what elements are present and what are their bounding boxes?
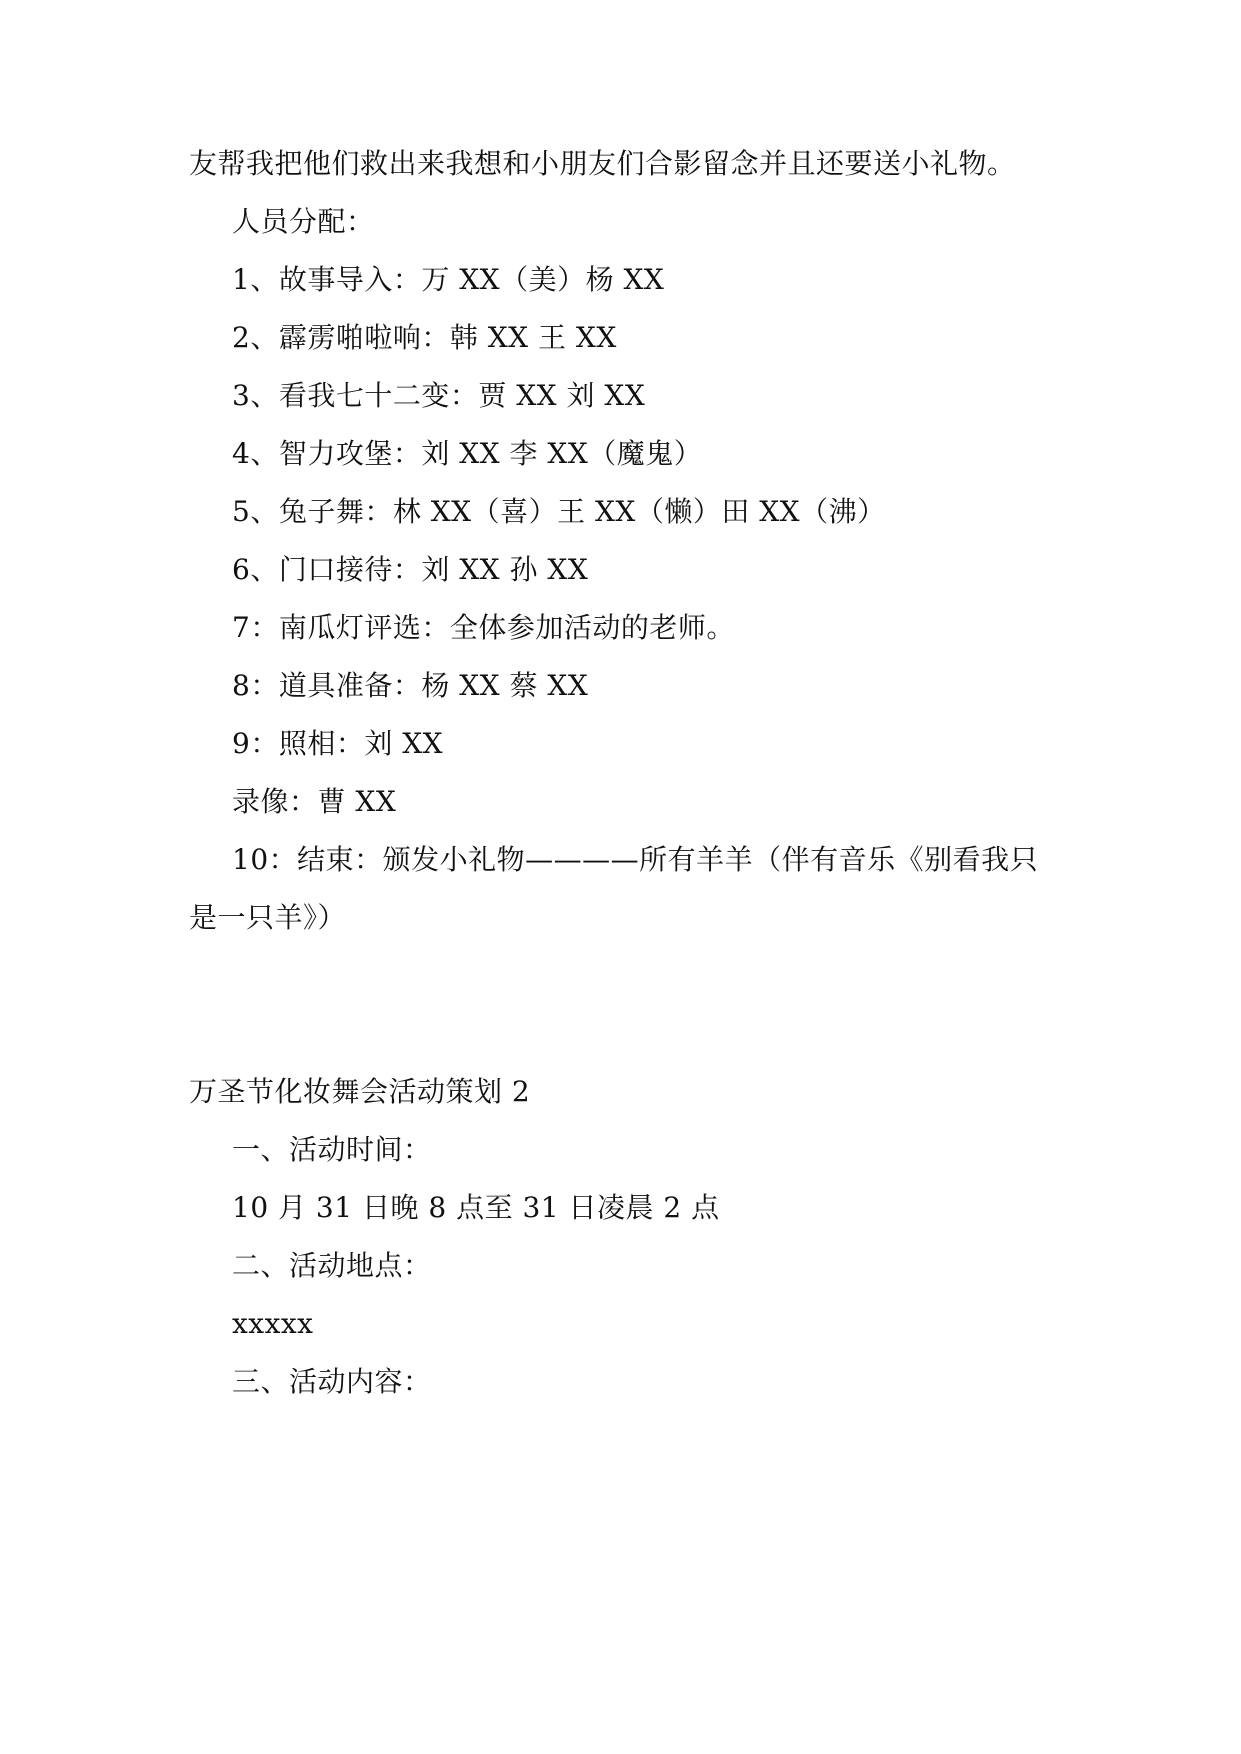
staffing-item: 7：南瓜灯评选：全体参加活动的老师。 xyxy=(232,611,735,644)
staffing-item: 4、智力攻堡：刘 XX 李 XX（魔鬼） xyxy=(232,437,703,470)
staffing-item: 3、看我七十二变：贾 XX 刘 XX xyxy=(232,379,646,412)
staffing-item: 5、兔子舞：林 XX（喜）王 XX（懒）田 XX（沸） xyxy=(232,495,886,528)
staffing-item: 10：结束：颁发小礼物————所有羊羊（伴有音乐《别看我只 xyxy=(232,843,1039,876)
section-heading: 三、活动内容： xyxy=(232,1365,432,1398)
section-heading: 二、活动地点： xyxy=(232,1249,432,1282)
section-paragraph: 10 月 31 日晚 8 点至 31 日凌晨 2 点 xyxy=(232,1191,720,1224)
staffing-item-wrap: 是一只羊》） xyxy=(189,901,347,934)
section-heading: 一、活动时间： xyxy=(232,1133,432,1166)
section-paragraph: xxxxx xyxy=(232,1307,314,1340)
staffing-item: 8：道具准备：杨 XX 蔡 XX xyxy=(232,669,589,702)
staffing-item: 录像：曹 XX xyxy=(232,785,397,818)
section-title: 万圣节化妆舞会活动策划 2 xyxy=(189,1075,531,1108)
staffing-heading: 人员分配： xyxy=(232,205,375,238)
staffing-item: 1、故事导入：万 XX（美）杨 XX xyxy=(232,263,665,296)
intro-continuation: 友帮我把他们救出来我想和小朋友们合影留念并且还要送小礼物。 xyxy=(189,147,1016,180)
staffing-item: 9：照相：刘 XX xyxy=(232,727,444,760)
staffing-item: 2、霹雳啪啦响：韩 XX 王 XX xyxy=(232,321,617,354)
staffing-item: 6、门口接待：刘 XX 孙 XX xyxy=(232,553,589,586)
